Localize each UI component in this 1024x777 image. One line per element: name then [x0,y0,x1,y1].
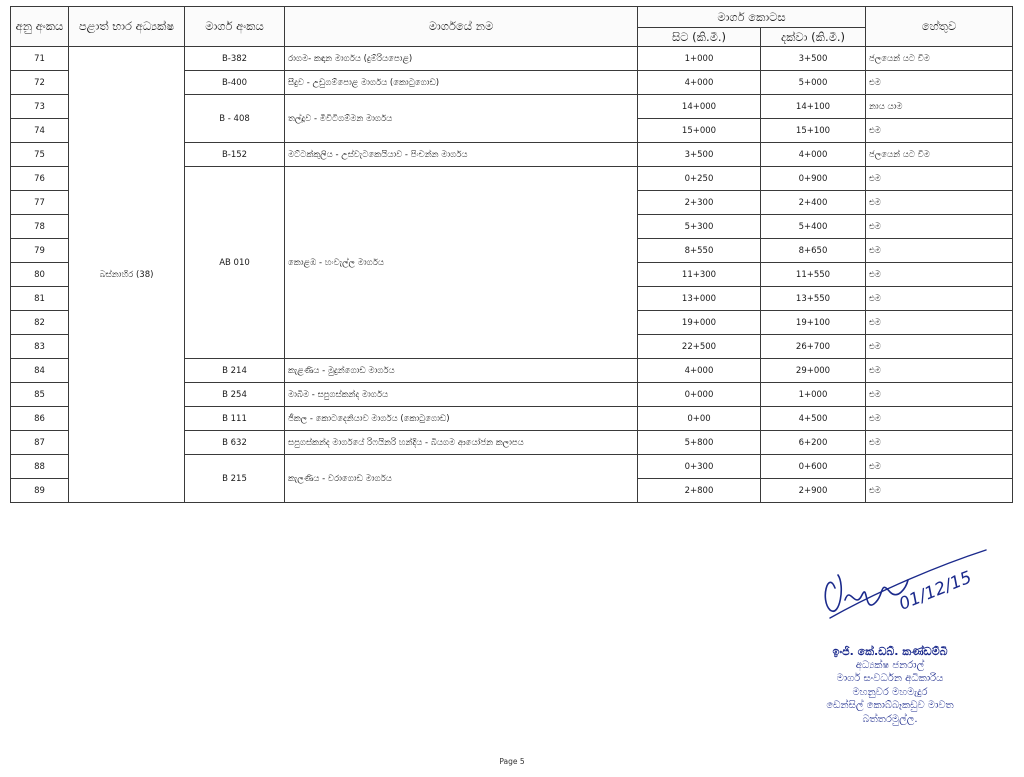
serial-no: 87 [11,431,69,455]
to-km: 0+600 [761,455,866,479]
serial-no: 80 [11,263,69,287]
road-name: කැළණිය - මුදුන්ගොඩ මාර්ගය [285,359,638,383]
from-km: 2+800 [638,479,761,503]
serial-no: 75 [11,143,69,167]
official-organization: මාර්ග සංවර්ධන අධිකාරිය [836,673,944,684]
road-name: තල්දූව - මීවිටිගම්මන මාර්ගය [285,95,638,143]
to-km: 15+100 [761,119,866,143]
header-road-name: මාර්ගයේ නම [285,7,638,47]
header-road-number: මාර්ග අංකය [185,7,285,47]
road-code: B - 408 [185,95,285,143]
address-line-1: මහනුවර මහමැදුර [852,686,928,698]
official-name: ඉංජි. කේ.ඩබ්. කණ්ඩම්බි [832,645,948,658]
from-km: 0+00 [638,407,761,431]
from-km: 5+800 [638,431,761,455]
to-km: 4+000 [761,143,866,167]
serial-no: 82 [11,311,69,335]
road-name: කැලණිය - වරාගොඩ මාර්ගය [285,455,638,503]
to-km: 0+900 [761,167,866,191]
reason: එම [866,407,1013,431]
reason: එම [866,287,1013,311]
to-km: 13+550 [761,287,866,311]
to-km: 4+500 [761,407,866,431]
from-km: 22+500 [638,335,761,359]
reason: එම [866,119,1013,143]
from-km: 3+500 [638,143,761,167]
header-road-section: මාර්ග කොටස [638,7,866,28]
reason: එම [866,311,1013,335]
from-km: 1+000 [638,47,761,71]
from-km: 0+000 [638,383,761,407]
road-code: B 632 [185,431,285,455]
road-code: B-382 [185,47,285,71]
reason: එම [866,263,1013,287]
reason: ජලයෙන් යට වීම [866,47,1013,71]
road-code: B 215 [185,455,285,503]
serial-no: 76 [11,167,69,191]
serial-no: 81 [11,287,69,311]
serial-no: 73 [11,95,69,119]
to-km: 29+000 [761,359,866,383]
to-km: 5+400 [761,215,866,239]
from-km: 15+000 [638,119,761,143]
from-km: 8+550 [638,239,761,263]
reason: එම [866,335,1013,359]
official-title: අධ්‍යක්ෂ ජනරාල් [855,659,925,671]
serial-no: 71 [11,47,69,71]
from-km: 5+300 [638,215,761,239]
reason: එම [866,239,1013,263]
header-reason: හේතුව [866,7,1013,47]
road-list-sheet [10,6,1012,503]
serial-no: 89 [11,479,69,503]
from-km: 0+250 [638,167,761,191]
from-km: 19+000 [638,311,761,335]
reason: එම [866,167,1013,191]
to-km: 8+650 [761,239,866,263]
to-km: 19+100 [761,311,866,335]
serial-no: 86 [11,407,69,431]
reason: එම [866,455,1013,479]
to-km: 2+400 [761,191,866,215]
road-code: B 214 [185,359,285,383]
road-name: සීදුව - උඩුගම්පොළ මාර්ගය (කොටුගොඩ) [285,71,638,95]
serial-no: 83 [11,335,69,359]
signature-block [790,540,990,660]
reason: එම [866,191,1013,215]
to-km: 3+500 [761,47,866,71]
reason: නාය යාම [866,95,1013,119]
road-name: සපුගස්කන්ද මාර්ගයේ රිෆයිනරි හන්දිය - බියගම ආයෝජන කලාපය [285,431,638,455]
from-km: 4+000 [638,359,761,383]
reason: ජලයෙන් යට වීම [866,143,1013,167]
to-km: 26+700 [761,335,866,359]
header-provincial-director: පළාත් භාර අධ්‍යක්ෂ [69,7,185,47]
road-name: කොළඹ - හංවැල්ල මාර්ගය [285,167,638,359]
division-cell: බස්නාහිර (38) [69,47,185,503]
serial-no: 84 [11,359,69,383]
header-from-km: සිට (කි.මී.) [638,28,761,47]
reason: එම [866,383,1013,407]
to-km: 1+000 [761,383,866,407]
from-km: 14+000 [638,95,761,119]
to-km: 6+200 [761,431,866,455]
reason: එම [866,431,1013,455]
serial-no: 74 [11,119,69,143]
from-km: 4+000 [638,71,761,95]
reason: එම [866,479,1013,503]
from-km: 11+300 [638,263,761,287]
serial-no: 88 [11,455,69,479]
from-km: 13+000 [638,287,761,311]
serial-no: 79 [11,239,69,263]
to-km: 14+100 [761,95,866,119]
serial-no: 78 [11,215,69,239]
reason: එම [866,71,1013,95]
serial-no: 85 [11,383,69,407]
road-code: B 111 [185,407,285,431]
road-closure-table [10,6,1013,503]
reason: එම [866,359,1013,383]
road-code: AB 010 [185,167,285,359]
header-to-km: දක්වා (කි.මී.) [761,28,866,47]
road-name: මට්ටක්කුලිය - උස්වැටකෙයියාව - පිංචන්න මාර්ගය [285,143,638,167]
road-name: මාබිම - සපුගස්කන්ද මාර්ගය [285,383,638,407]
table-row [11,47,1013,71]
handwritten-signature [790,540,990,640]
road-code: B-400 [185,71,285,95]
road-name: රාගම- කඳාන මාර්ගය (දුම්රියපොළ) [285,47,638,71]
serial-no: 72 [11,71,69,95]
road-code: B-152 [185,143,285,167]
from-km: 0+300 [638,455,761,479]
address-line-2: ඩෙන්සිල් කොබ්බෑකඩුව මාවත [826,700,954,711]
road-name: ජීකල - කොටදෙනියාව මාර්ගය (කොටුගොඩ) [285,407,638,431]
reason: එම [866,215,1013,239]
from-km: 2+300 [638,191,761,215]
to-km: 2+900 [761,479,866,503]
road-code: B 254 [185,383,285,407]
serial-no: 77 [11,191,69,215]
page-number: Page 5 [499,757,525,766]
header-serial-no: අනු අංකය [11,7,69,47]
official-stamp [790,645,990,726]
to-km: 5+000 [761,71,866,95]
signature-date: 01/12/15 [896,567,975,615]
address-line-3: බත්තරමුල්ල. [862,713,918,725]
to-km: 11+550 [761,263,866,287]
